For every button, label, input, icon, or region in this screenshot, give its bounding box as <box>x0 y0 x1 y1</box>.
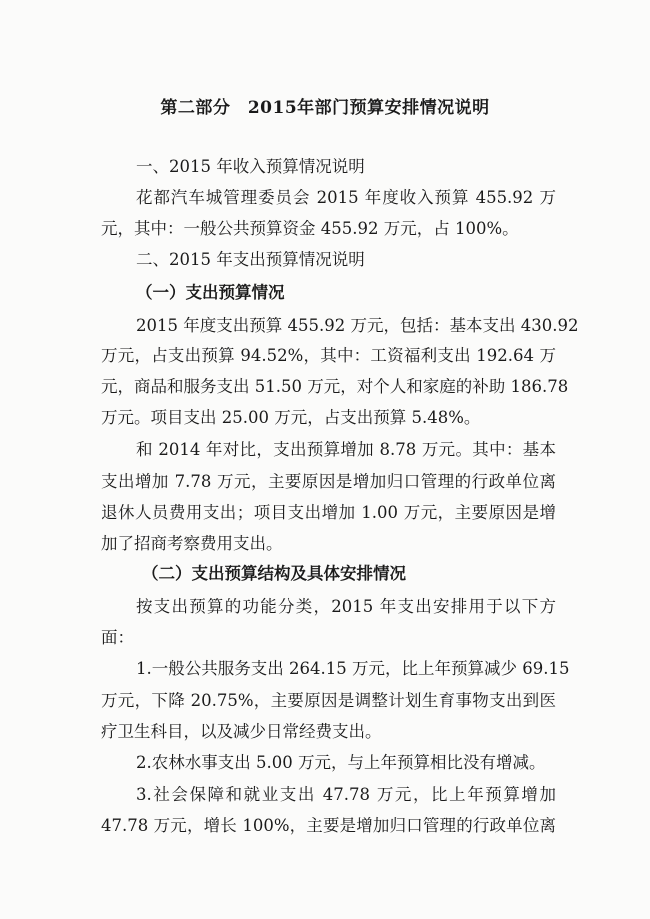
list-item-line: 万元，下降 20.75%，主要原因是调整计划生育事物支出到医 <box>101 691 556 710</box>
paragraph-line: 2015 年度支出预算 455.92 万元，包括：基本支出 430.92 <box>136 316 579 335</box>
paragraph-line: 万元，占支出预算 94.52%，其中：工资福利支出 192.64 万 <box>101 346 556 365</box>
list-item-line: 47.78 万元，增长 100%，主要是增加归口管理的行政单位离 <box>101 816 556 835</box>
list-item-line: 3.社会保障和就业支出 47.78 万元，比上年预算增加 <box>136 785 556 804</box>
subsection-heading-expense-overview: （一）支出预算情况 <box>136 283 285 302</box>
paragraph-line: 退休人员费用支出；项目支出增加 1.00 万元，主要原因是增 <box>101 503 556 522</box>
section-heading-income: 一、2015 年收入预算情况说明 <box>136 157 365 176</box>
paragraph-line: 元，其中：一般公共预算资金 455.92 万元，占 100%。 <box>101 219 519 238</box>
paragraph-line: 面： <box>101 628 134 647</box>
list-item-line: 疗卫生科目，以及减少日常经费支出。 <box>101 722 382 741</box>
subsection-heading-expense-structure: （二）支出预算结构及具体安排情况 <box>142 564 406 583</box>
paragraph-line: 元，商品和服务支出 51.50 万元，对个人和家庭的补助 186.78 <box>101 377 569 396</box>
paragraph-line: 支出增加 7.78 万元，主要原因是增加归口管理的行政单位离 <box>101 472 556 491</box>
page-title: 第二部分 2015年部门预算安排情况说明 <box>160 98 490 118</box>
section-heading-expense: 二、2015 年支出预算情况说明 <box>136 250 365 269</box>
paragraph-line: 花都汽车城管理委员会 2015 年度收入预算 455.92 万 <box>136 188 556 207</box>
paragraph-line: 加了招商考察费用支出。 <box>101 534 283 553</box>
paragraph-line: 万元。项目支出 25.00 万元，占支出预算 5.48%。 <box>101 408 481 427</box>
list-item-line: 2.农林水事支出 5.00 万元，与上年预算相比没有增减。 <box>136 753 546 772</box>
list-item-line: 1.一般公共服务支出 264.15 万元，比上年预算减少 69.15 <box>136 659 570 678</box>
paragraph-line: 按支出预算的功能分类，2015 年支出安排用于以下方 <box>136 597 556 616</box>
paragraph-line: 和 2014 年对比，支出预算增加 8.78 万元。其中：基本 <box>136 440 556 459</box>
